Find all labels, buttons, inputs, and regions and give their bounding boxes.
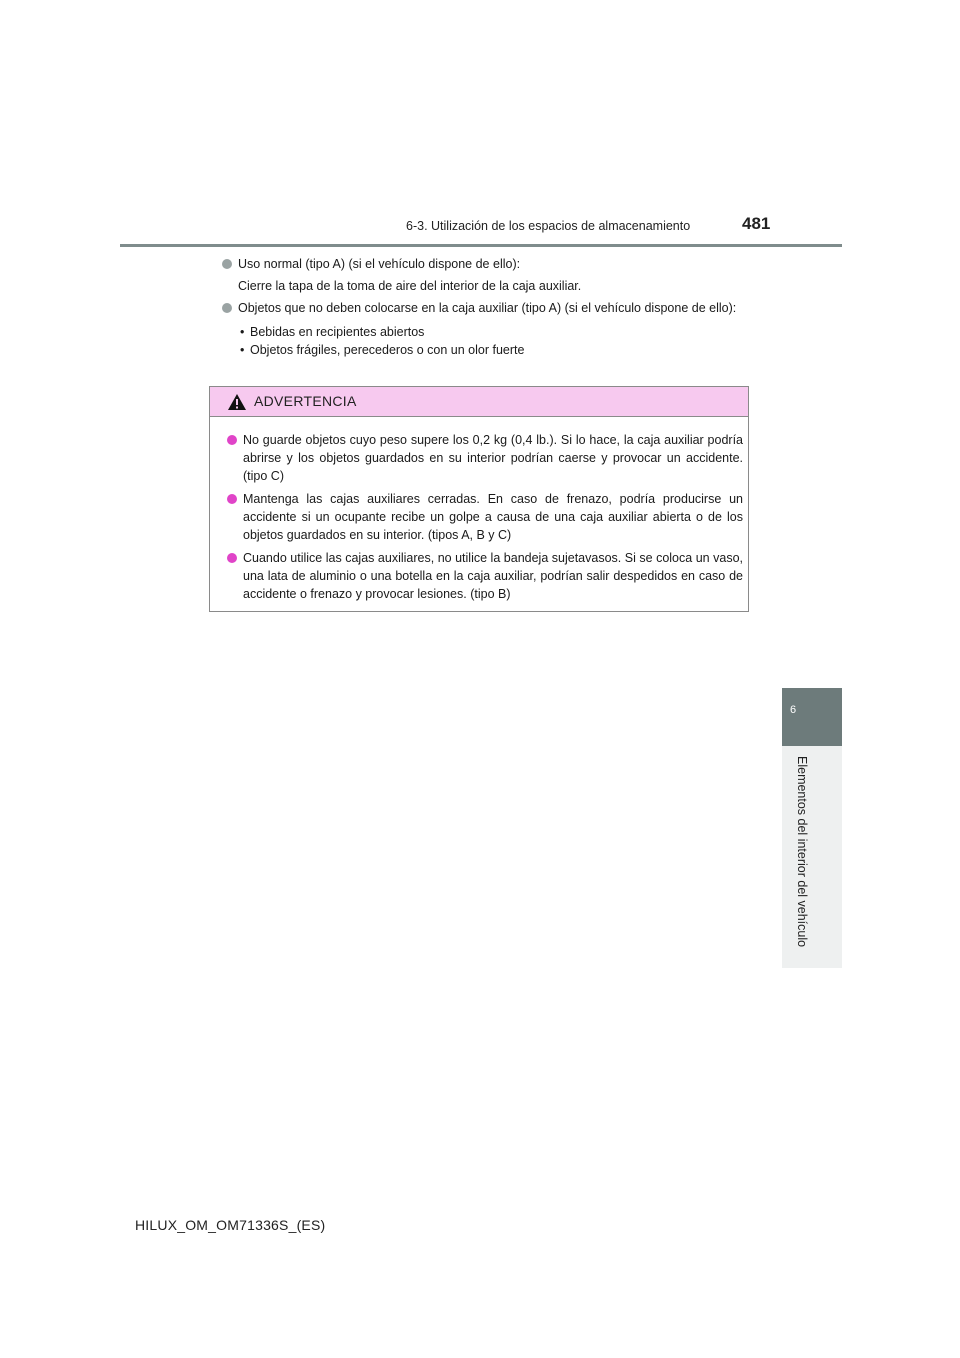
main-content bbox=[222, 255, 752, 359]
header-divider bbox=[120, 244, 842, 247]
bullet-text: Cierre la tapa de la toma de aire del interior de la caja auxiliar. bbox=[238, 279, 582, 293]
section-title: 6-3. Utilización de los espacios de almacenamiento bbox=[406, 219, 691, 233]
list-item: • Bebidas en recipientes abiertos bbox=[238, 323, 752, 341]
warning-triangle-icon bbox=[227, 393, 247, 411]
bullet-dot-icon bbox=[227, 435, 237, 445]
bullet-dot-icon bbox=[227, 553, 237, 563]
chapter-tab bbox=[782, 688, 842, 746]
chapter-label: Elementos del interior del vehículo bbox=[795, 756, 809, 948]
warning-item bbox=[227, 490, 743, 544]
bullet-item bbox=[222, 299, 752, 317]
sub-list bbox=[222, 323, 752, 359]
page-number: 481 bbox=[742, 214, 771, 233]
warning-text: Mantenga las cajas auxiliares cerradas. En caso de frenazo, podría producirse un accidente si un ocupante recibe un golpe a causa de una caja auxiliar abierta o de los objetos guardados en su interior. (tipos A, B y C) bbox=[243, 492, 743, 542]
chapter-number: 6 bbox=[790, 704, 797, 716]
warning-box bbox=[209, 386, 749, 612]
warning-text: Cuando utilice las cajas auxiliares, no utilice la bandeja sujetavasos. Si se coloca un vaso, una lata de aluminio o una botella en la caja auxiliar, podrían salir despedidos en caso de accidente o frenazo y provocar lesiones. (tipo B) bbox=[243, 551, 743, 601]
warning-body bbox=[227, 431, 743, 608]
chapter-tab-strip bbox=[782, 746, 842, 968]
bullet-item bbox=[222, 255, 752, 273]
document-code: HILUX_OM_OM71336S_(ES) bbox=[135, 1217, 326, 1233]
bullet-dot-icon bbox=[227, 494, 237, 504]
bullet-title: Uso normal (tipo A) (si el vehículo dispone de ello): bbox=[238, 257, 521, 271]
bullet-title: Objetos que no deben colocarse en la caja auxiliar (tipo A) (si el vehículo dispone de ello): bbox=[238, 301, 737, 315]
warning-item bbox=[227, 431, 743, 485]
list-item: • Objetos frágiles, perecederos o con un olor fuerte bbox=[238, 341, 752, 359]
warning-text: No guarde objetos cuyo peso supere los 0,2 kg (0,4 lb.). Si lo hace, la caja auxiliar podría abrirse y los objetos guardados en su interior podrían caerse y provocar un accidente. (tipo C) bbox=[243, 433, 743, 483]
warning-title: ADVERTENCIA bbox=[254, 393, 357, 409]
bullet-dot-icon bbox=[222, 259, 232, 269]
warning-header bbox=[210, 387, 748, 417]
bullet-dot-icon bbox=[222, 303, 232, 313]
warning-item bbox=[227, 549, 743, 603]
